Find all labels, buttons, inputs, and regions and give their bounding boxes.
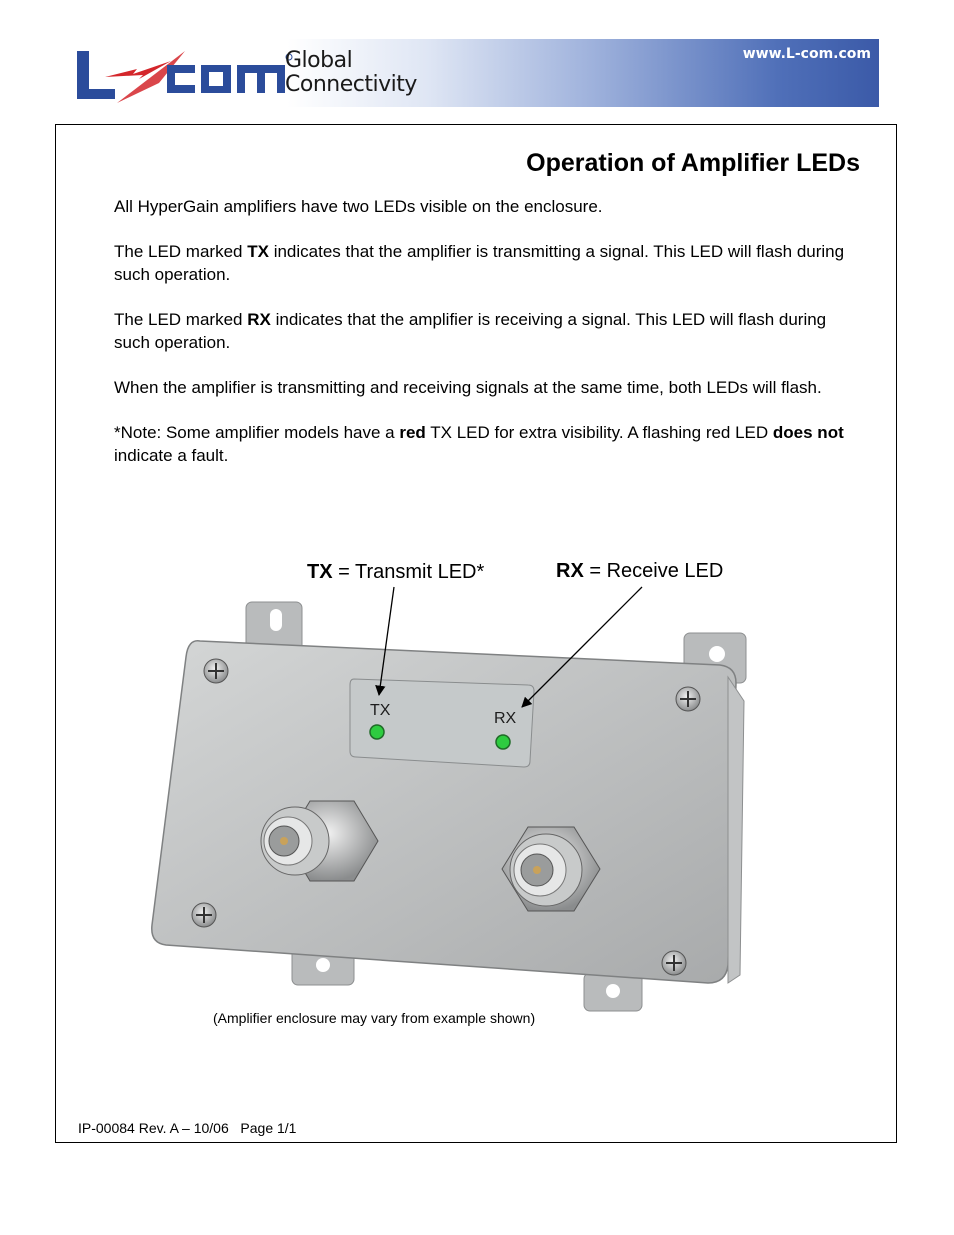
note-part3: indicate a fault. xyxy=(114,446,229,465)
document-frame xyxy=(55,124,897,1143)
tx-led-label: TX xyxy=(370,702,391,719)
rx-callout xyxy=(556,560,723,583)
tx-text-before: The LED marked xyxy=(114,242,248,261)
document-footer: IP-00084 Rev. A – 10/06 Page 1/1 xyxy=(78,1120,297,1136)
n-connector-left xyxy=(261,801,378,881)
note-bold-red: red xyxy=(399,423,426,442)
note-part1: *Note: Some amplifier models have a xyxy=(114,423,400,442)
rx-callout-text: = Receive LED xyxy=(583,560,724,582)
amplifier-diagram xyxy=(56,125,898,1144)
figure-caption: (Amplifier enclosure may vary from example shown) xyxy=(213,1010,536,1026)
paragraph-intro: All HyperGain amplifiers have two LEDs visible on the enclosure. xyxy=(114,197,603,216)
paragraph-both: When the amplifier is transmitting and receiving signals at the same time, both LEDs will flash. xyxy=(114,378,822,397)
rx-led-label: RX xyxy=(494,710,517,727)
tx-bold: TX xyxy=(247,242,269,261)
tx-text-after: indicates that the amplifier is transmitting a signal. This LED will flash during such operation. xyxy=(114,242,845,284)
logo-tagline xyxy=(285,49,417,97)
tagline-line2: Connectivity xyxy=(285,72,417,97)
tx-led xyxy=(370,725,384,739)
rx-text-before: The LED marked xyxy=(114,310,248,329)
rx-bold: RX xyxy=(247,310,271,329)
rx-text-after: indicates that the amplifier is receiving a signal. This LED will flash during such operation. xyxy=(114,310,827,352)
note-part2: TX LED for extra visibility. A flashing red LED xyxy=(425,423,773,442)
page-header xyxy=(57,39,879,107)
tx-callout-text: = Transmit LED* xyxy=(332,561,485,583)
tx-callout-bold: TX xyxy=(307,561,333,583)
rx-callout-bold: RX xyxy=(556,560,584,582)
page-title: Operation of Amplifier LEDs xyxy=(526,149,860,177)
note-bold-does-not: does not xyxy=(772,423,844,442)
website-url[interactable]: www.L-com.com xyxy=(742,46,871,62)
rx-led xyxy=(496,735,510,749)
tagline-line1: Global xyxy=(285,48,353,73)
tx-callout xyxy=(307,561,484,584)
